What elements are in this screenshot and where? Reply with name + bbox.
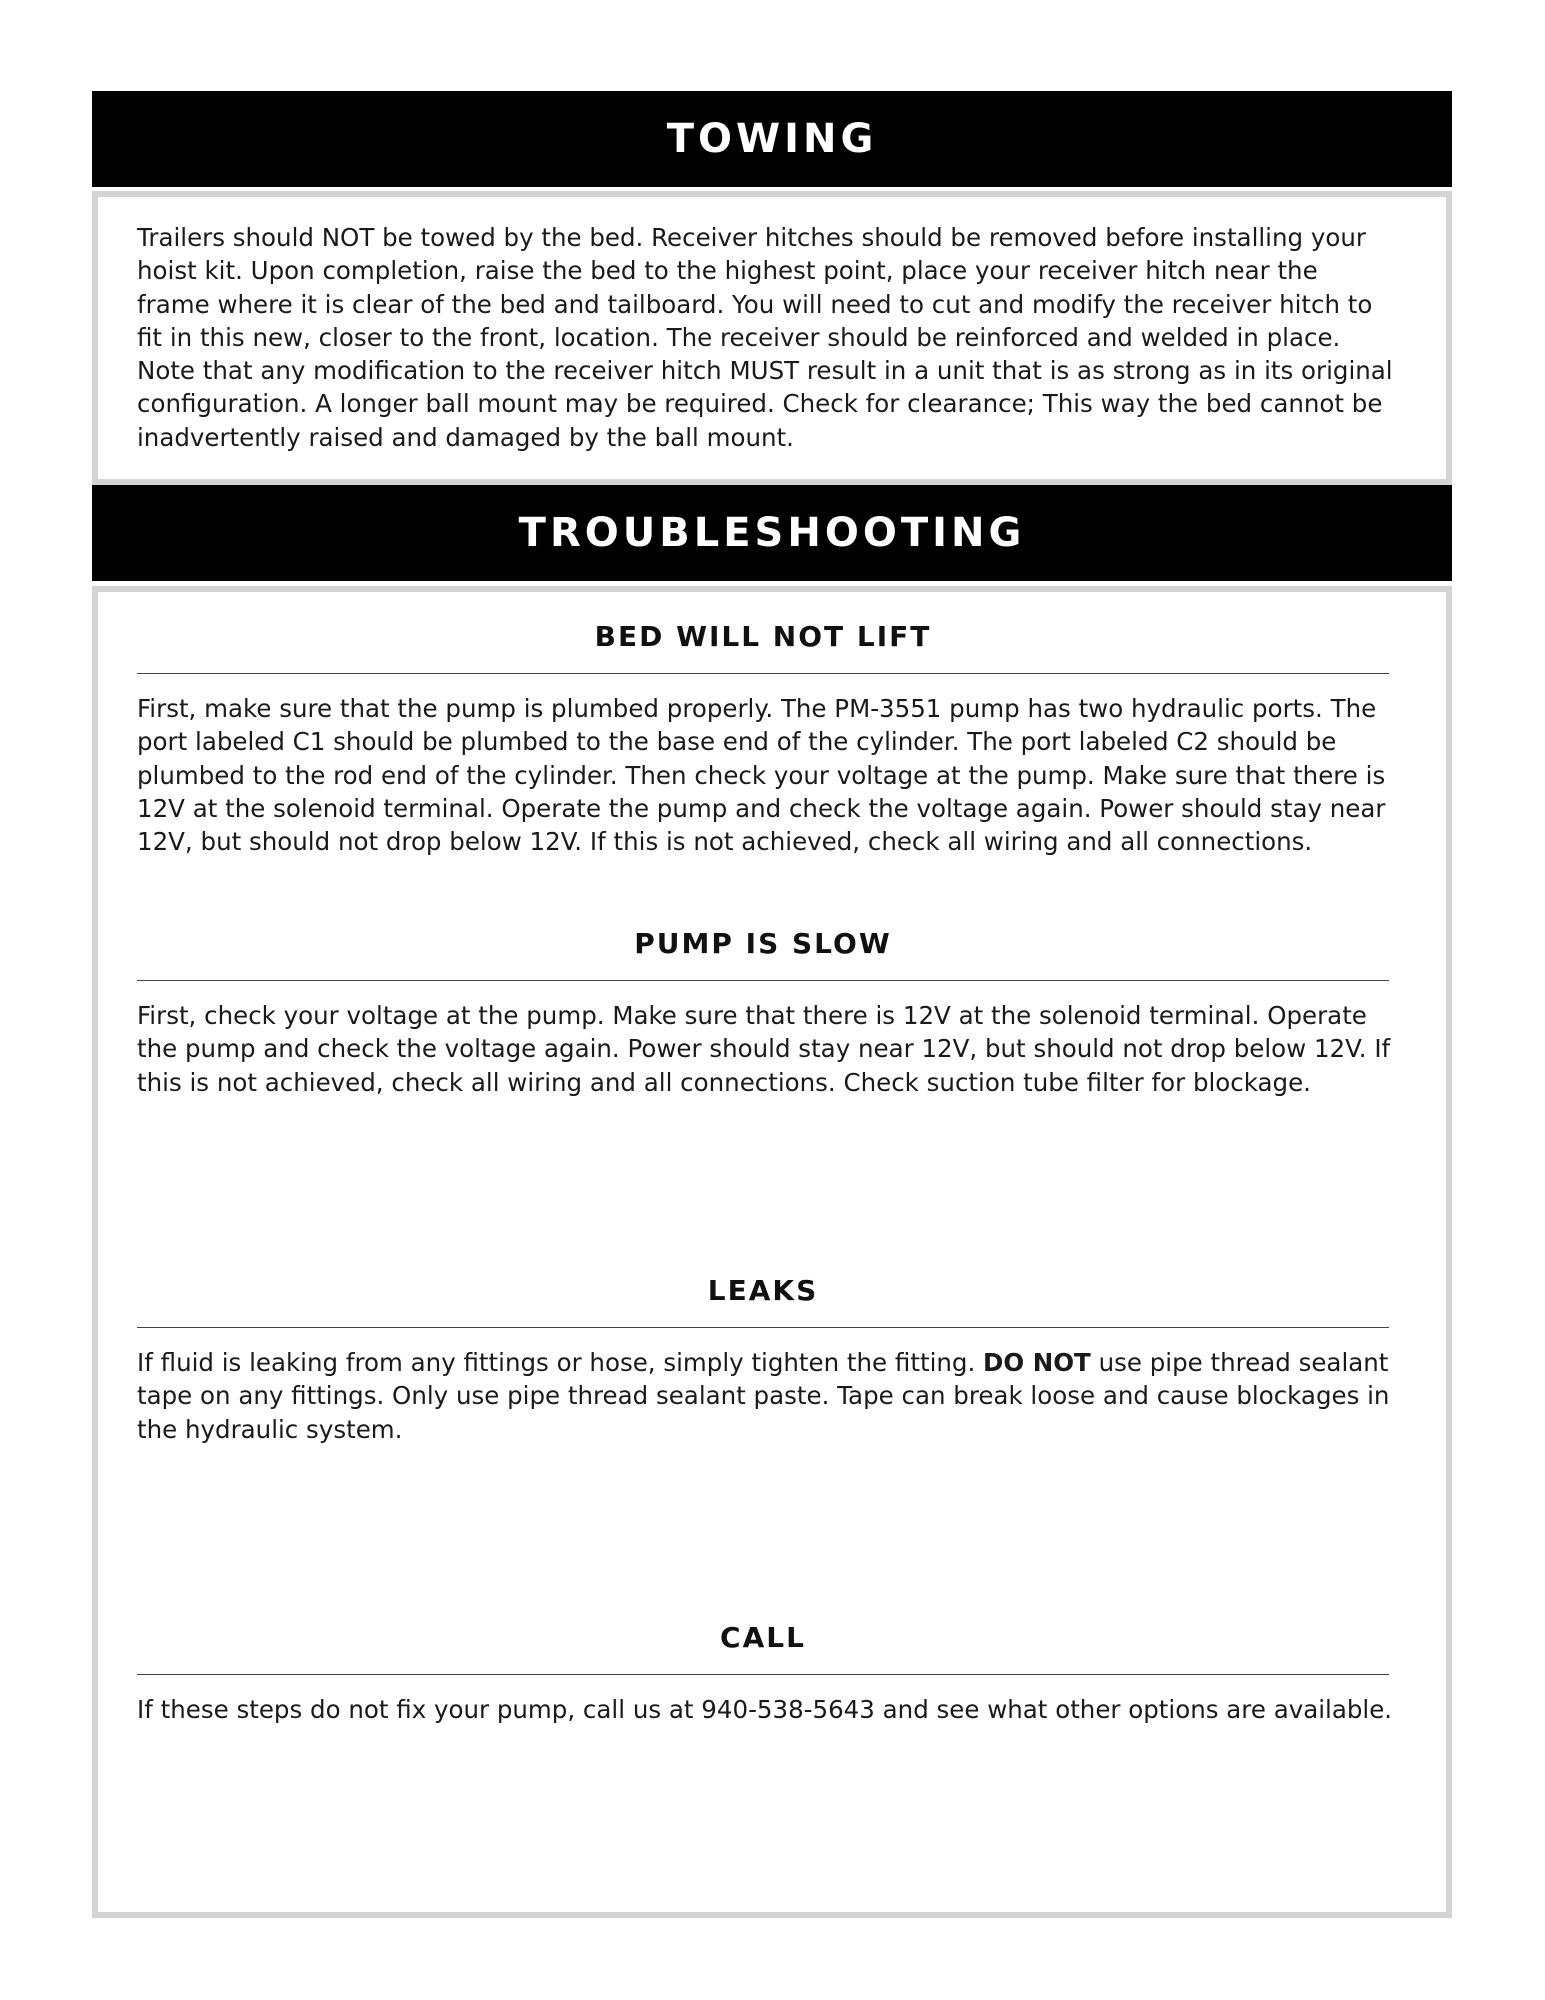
leaks-body-start: If fluid is leaking from any fittings or hose, simply tighten the fitting. — [137, 1348, 984, 1377]
call-body: If these steps do not fix your pump, call us at 940-538-5643 and see what other options are available. — [137, 1695, 1393, 1724]
call-divider — [137, 1674, 1389, 1675]
towing-banner — [92, 91, 1452, 187]
leaks-divider — [137, 1327, 1389, 1328]
pump-is-slow-divider — [137, 980, 1389, 981]
leaks-body-emphasis: DO NOT — [983, 1348, 1091, 1377]
towing-body: Trailers should NOT be towed by the bed. Receiver hitches should be removed before installing your hoist kit. Upon completion, raise the bed to the highest point, place your receiver hitch near the frame where it is clear of the bed and tailboard. You will need to cut and modify the receiver hitch to fit in this new, closer to the front, location. The receiver should be reinforced and welded in place. Note that any modification to the receiver hitch MUST result in a unit that is as strong as in its original configuration. A longer ball mount may be required. Check for clearance; This way the bed cannot be inadvertently raised and damaged by the ball mount. — [137, 223, 1393, 452]
troubleshooting-banner — [92, 485, 1452, 581]
leaks-body-end: use pipe thread sealant tape on any fittings. Only use pipe thread sealant paste. Tape can break loose and cause blockages in the hydraulic system. — [137, 1348, 1390, 1444]
towing-title: TOWING — [666, 116, 878, 162]
pump-is-slow-body: First, check your voltage at the pump. Make sure that there is 12V at the solenoid terminal. Operate the pump and check the voltage again. Power should stay near 12V, but should not drop below 12V. If this is not achieved, check all wiring and all connections. Check suction tube filter for blockage. — [137, 1001, 1391, 1097]
pump-is-slow-heading: PUMP IS SLOW — [634, 927, 892, 960]
bed-will-not-lift-heading: BED WILL NOT LIFT — [594, 620, 932, 653]
leaks-body — [137, 1346, 1397, 1446]
bed-will-not-lift-body: First, make sure that the pump is plumbed properly. The PM-3551 pump has two hydraulic ports. The port labeled C1 should be plumbed to the base end of the cylinder. The port labeled C2 should be plumbed to the rod end of the cylinder. Then check your voltage at the pump. Make sure that there is 12V at the solenoid terminal. Operate the pump and check the voltage again. Power should stay near 12V, but should not drop below 12V. If this is not achieved, check all wiring and all connections. — [137, 694, 1386, 857]
leaks-heading: LEAKS — [707, 1274, 819, 1307]
call-heading: CALL — [720, 1621, 806, 1654]
bed-will-not-lift-divider — [137, 673, 1389, 674]
troubleshooting-title: TROUBLESHOOTING — [518, 510, 1026, 556]
